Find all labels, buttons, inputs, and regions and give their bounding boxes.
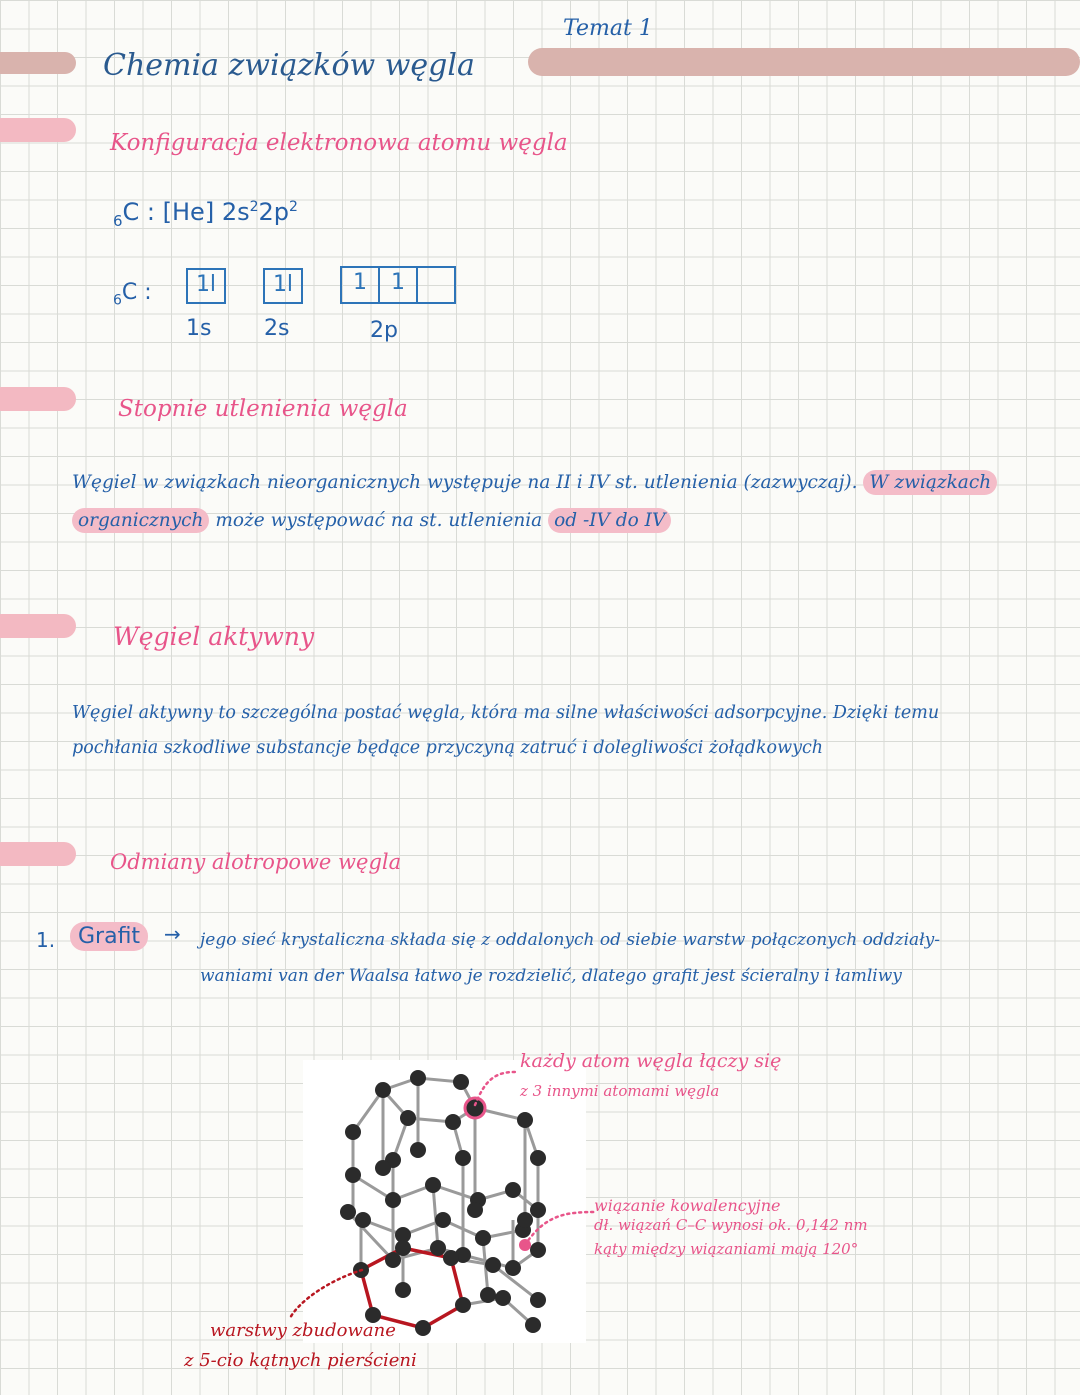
activated-line-1: Węgiel aktywny to szczególna postać węgla, która ma silne właściwości adsorpcyjne. Dzięki temu [72,703,940,723]
note-covalent-2: dł. wiązań C–C wynosi ok. 0,142 nm [594,1216,868,1234]
formula-s-exponent: 2 [249,199,259,215]
atomic-number: 6 [113,211,123,230]
topic-label: Temat 1 [563,16,653,41]
formula-p: 2p [258,198,290,226]
note-atom-bonds-1: każdy atom węgla łączy się [520,1050,782,1072]
activated-line-2: pochłania szkodliwe substancje będące przyczyną zatruć i dolegliwości żołądkowych [72,738,824,758]
oxidation-line-1: Węgiel w związkach nieorganicznych występuje na II i IV st. utlenienia (zazwyczaj). W związkach [72,472,997,493]
formula-p-exponent: 2 [289,199,298,215]
section-heading-oxidation: Stopnie utlenienia węgla [118,396,408,422]
section-heading-activated: Węgiel aktywny [113,622,315,651]
arrow-icon: → [164,922,181,946]
atomic-number: 6 [113,292,122,309]
page-title: Chemia związków węgla [103,48,475,83]
note-covalent-1: wiązanie kowalencyjne [594,1196,781,1215]
formula-main: C : [He] 2s [122,198,250,226]
note-atom-bonds-2: z 3 innymi atomami węgla [520,1082,720,1100]
graphite-label: Grafit [70,922,148,951]
note-layers-1: warstwy zbudowane [210,1320,396,1341]
highlight: od -IV do IV [548,508,671,533]
orbital-name-2p: 2p [370,318,398,343]
orbital-name-2s: 2s [264,316,290,341]
note-layers-2: z 5-cio kątnych pierścieni [184,1350,417,1371]
highlight: W związkach [863,470,997,495]
section-heading-allotropes: Odmiany alotropowe węgla [110,850,402,874]
orbital-box-1s: 1l [186,268,226,304]
section-heading-config: Konfiguracja elektronowa atomu węgla [110,130,568,156]
orbital-box-2p: 1 1 [340,266,456,304]
orbital-box-2s: 1l [263,268,303,304]
graphite-desc-line-1: jego sieć krystaliczna składa się z oddalonych od siebie warstw połączonych oddziały- [200,930,941,950]
note-covalent-3: kąty między wiązaniami mają 120° [594,1240,859,1258]
highlight: organicznych [72,508,209,533]
graphite-desc-line-2: waniami van der Waalsa łatwo je rozdzielić, dlatego grafit jest ścieralny i łamliwy [200,966,902,986]
orbital-label: $_6$C : [113,280,152,309]
orbital-name-1s: 1s [186,316,212,341]
list-number: 1. [36,928,56,952]
oxidation-line-2: organicznych może występować na st. utlenienia od -IV do IV [72,510,671,531]
